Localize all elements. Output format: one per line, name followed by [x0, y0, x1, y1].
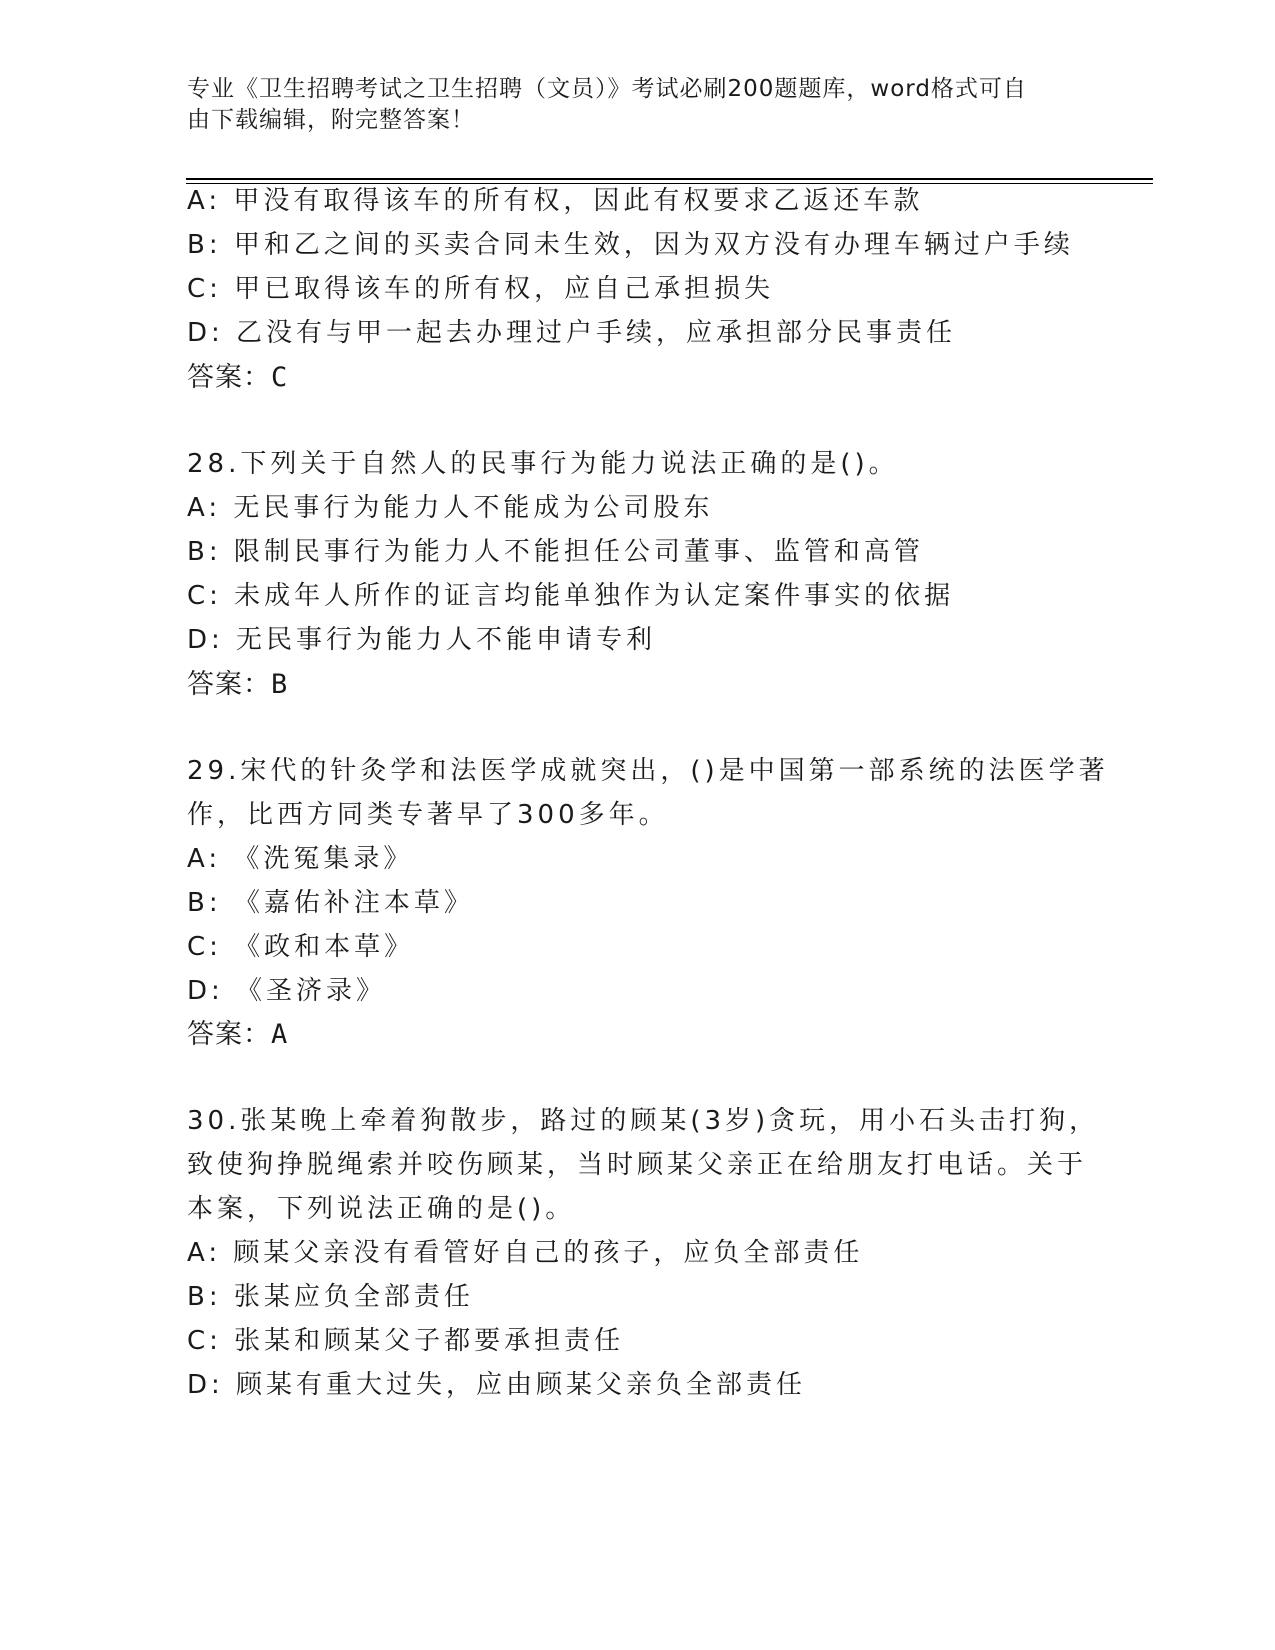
- q29-answer: [187, 1018, 288, 1052]
- q30-option-c: C: 张某和顾某父子都要承担责任: [187, 1326, 625, 1356]
- q30-stem-line-2: 致使狗挣脱绳索并咬伤顾某，当时顾某父亲正在给朋友打电话。关于: [187, 1150, 1088, 1180]
- q28-answer-label: 答案：: [187, 669, 271, 700]
- q27-answer-label: 答案：: [187, 362, 271, 393]
- q27-answer-value: C: [271, 362, 289, 393]
- q28-answer-value: B: [271, 669, 289, 700]
- q30-option-a: A: 顾某父亲没有看管好自己的孩子，应负全部责任: [187, 1238, 864, 1268]
- document-header: [187, 74, 1067, 136]
- q29-answer-label: 答案：: [187, 1019, 271, 1050]
- header-divider-thick: [186, 178, 1153, 180]
- header-line-1: 专业《卫生招聘考试之卫生招聘（文员）》考试必刷200题题库，word格式可自: [187, 76, 1027, 102]
- q27-option-a: A: 甲没有取得该车的所有权，因此有权要求乙返还车款: [187, 186, 924, 216]
- q30-option-b: B: 张某应负全部责任: [187, 1282, 474, 1312]
- q29-option-b: B: 《嘉佑补注本草》: [187, 888, 474, 918]
- q27-option-c: C: 甲已取得该车的所有权，应自己承担损失: [187, 274, 775, 304]
- q30-option-d: D: 顾某有重大过失，应由顾某父亲负全部责任: [187, 1370, 807, 1400]
- q28-option-c: C: 未成年人所作的证言均能单独作为认定案件事实的依据: [187, 581, 955, 611]
- q29-stem-line-1: 29.宋代的针灸学和法医学成就突出，()是中国第一部系统的法医学著: [187, 756, 1109, 786]
- q27-answer: [187, 361, 288, 395]
- q27-option-b: B: 甲和乙之间的买卖合同未生效，因为双方没有办理车辆过户手续: [187, 230, 1074, 260]
- q28-stem: 28.下列关于自然人的民事行为能力说法正确的是()。: [187, 449, 899, 479]
- q28-option-d: D: 无民事行为能力人不能申请专利: [187, 625, 657, 655]
- q29-stem-line-2: 作，比西方同类专著早了300多年。: [187, 800, 669, 830]
- q27-option-d: D: 乙没有与甲一起去办理过户手续，应承担部分民事责任: [187, 318, 957, 348]
- q29-option-d: D: 《圣济录》: [187, 976, 387, 1006]
- header-line-2: 由下载编辑，附完整答案！: [187, 107, 475, 133]
- q28-answer: [187, 668, 288, 702]
- q30-stem-line-1: 30.张某晚上牵着狗散步，路过的顾某(3岁)贪玩，用小石头击打狗，: [187, 1106, 1100, 1136]
- q28-option-a: A: 无民事行为能力人不能成为公司股东: [187, 493, 714, 523]
- q28-option-b: B: 限制民事行为能力人不能担任公司董事、监管和高管: [187, 537, 924, 567]
- q30-stem-line-3: 本案，下列说法正确的是()。: [187, 1194, 576, 1224]
- q29-option-a: A: 《洗冤集录》: [187, 844, 414, 874]
- q29-option-c: C: 《政和本草》: [187, 932, 415, 962]
- q29-answer-value: A: [271, 1019, 289, 1050]
